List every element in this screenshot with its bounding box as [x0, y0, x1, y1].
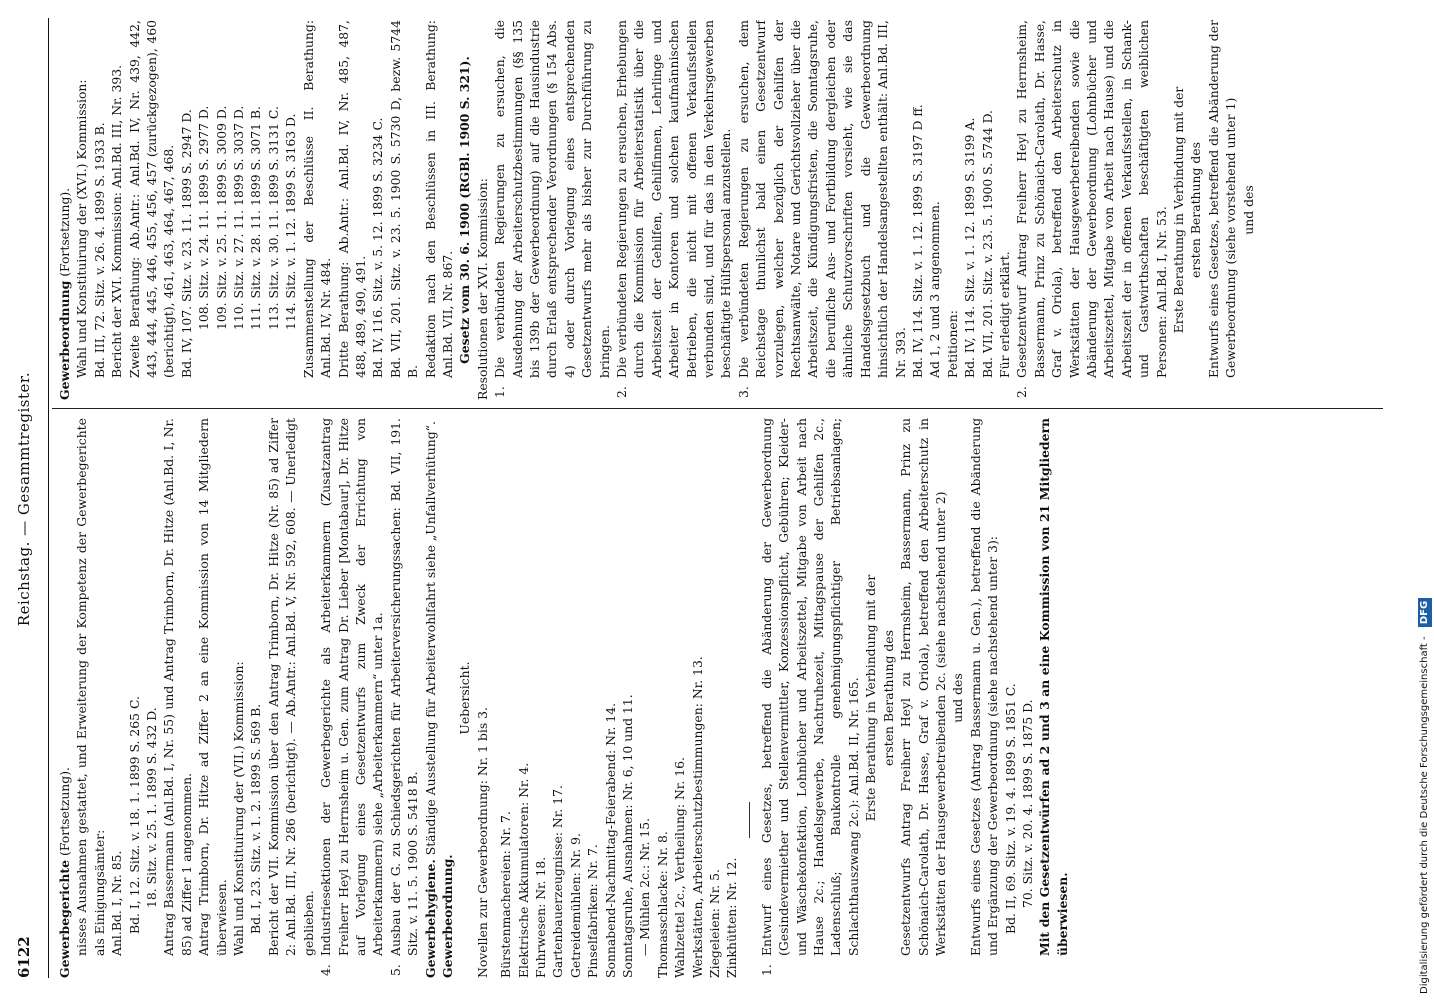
funding-text: Digitalisierung gefördert durch die Deutsche Forschungsgemeinschaft - — [1419, 636, 1430, 994]
entry-ref: 18. Sitz. v. 25. 1. 1899 S. 432 D. — [144, 707, 160, 908]
entry-heading: Gewerbeordnung. — [439, 854, 455, 978]
entry-ref: 111. Sitz. v. 28. 11. 1899 S. 3071 B. — [248, 106, 264, 330]
page-header — [16, 20, 42, 978]
numbered-item: 3. Die verbündeten Regierungen zu ersuchen, dem Reichstage thunlichst bald einen Gesetzentwurf vorzulegen, welcher bezüglich der Gehilfen der Rechtsanwälte, Notare und Gerichtsvollzieher über die Arbeitszeit, die Kündigungsfristen, die Sonntagsruhe, die berufliche Aus- und Fortbildung dergleichen oder ähnliche Schutzvorschriften vorsieht, wie sie das Handelsgesetzbuch und die Gewerbeordnung hinsichtlich der Handelsangestellten enthält: Anl.Bd. III, Nr. 393. — [735, 20, 908, 398]
entry-text: Gesetz vom 30. 6. 1900 (RGBl. 1900 S. 321). — [457, 56, 473, 364]
overview-line: Ziegeleien: Nr. 5. — [707, 869, 723, 978]
entry-text: Bericht der VII. Kommission über den Antrag Trimborn, Dr. Hitze (Nr. 85) ad Ziffer 2: Anl.Bd. III, Nr. 286 (berichtigt). — Ab.Antr.: Anl.Bd. V, Nr. 592, 608. — Unerledigt geblieben. — [265, 418, 316, 956]
entry-text: Entwurfs eines Gesetzes (Antrag Bassermann u. Gen.), betreffend die Abänderung und Ergänzung der Gewerbeordnung (siehe nachstehend unter 3): — [967, 418, 1001, 956]
entry-text: ersten Berathung des — [1188, 142, 1204, 279]
section-title: Uebersicht. — [457, 661, 473, 735]
entry-ref: Bd. I, 23. Sitz. v. 1. 2. 1899 S. 569 B. — [248, 703, 264, 934]
numbered-item: 4. Industriesektionen der Gewerbegerichte als Arbeiterkammern (Zusatzantrag Freiherr Heyl zu Herrnsheim u. Gen. zum Antrag Dr. Lieber [Montabaur], Dr. Hitze auf Vorlegung eines Gesetzentwurfs zum Zweck der Errichtung von Arbeiterkammern) siehe „Arbeiterkammern“ unter 1a. — [318, 418, 386, 976]
overview-line: Getreidemühlen: Nr. 9. — [567, 833, 583, 978]
entry-text: Resolutionen der XVI. Kommission: — [474, 178, 490, 400]
overview-line: Thomasschlacke: Nr. 8. — [654, 831, 670, 978]
entry-text: Mit den Gesetzentwürfen ad 2 und 3 an eine Kommission von 21 Mitgliedern überwiesen. — [1037, 418, 1070, 956]
entry-heading: Gewerbeordnung (Fortsetzung). — [57, 187, 72, 400]
numbered-item: 2. Gesetzentwurf Antrag Freiherr Heyl zu Herrnsheim, Bassermann, Prinz zu Schönaich-Carolath, Dr. Hasse, Graf v. Oriola), betreffend den Arbeiterschutz in Werkstätten der Hausgewerbetreibenden sowie die Abänderung der Gewerbeordnung (Lohnbücher und Arbeitszettel, Mitgabe von Arbeit nach Hause) und die Arbeitszeit der in offenen Verkaufsstellen, in Schank- und Gastwirthschaften beschäftigten weiblichen Personen: Anl.Bd. I, Nr. 53. — [1014, 20, 1169, 398]
overview-line: Sonntagsruhe, Ausnahmen: Nr. 6, 10 und 11. — [620, 694, 635, 978]
overview-line: Wahlzettel 2c., Vertheilung: Nr. 16. — [672, 757, 688, 978]
entry-text: Gesetzentwurfs Antrag Freiherr Heyl zu Herrnsheim, Bassermann, Prinz zu Schönaich-Carolath, Dr. Hasse, Graf v. Oriola), betreffend den Arbeiterschutz in Werkstätten der Hausgewerbetreibenden 2c. (siehe nachstehend unter 2) — [898, 418, 948, 956]
entry-heading: Gewerbehygiene. Ständige Ausstellung für Arbeiterwohlfahrt siehe „Unfallverhütung“. — [422, 421, 438, 978]
entry-ref: 108. Sitz. v. 24. 11. 1899 S. 2977 D. — [196, 105, 212, 330]
numbered-item: 5. Ausbau der G. zu Schiedsgerichten für Arbeiterversicherungssachen: Bd. VII, 191. Sitz. v. 11. 5. 1900 S. 5418 B. — [387, 418, 421, 976]
entry-ref: Bd. IV, 114. Sitz. v. 1. 12. 1899 S. 3197 D ff. — [909, 104, 925, 378]
entry-ref: 110. Sitz. v. 27. 11. 1899 S. 3037 D. — [231, 105, 247, 330]
entry-text: Zweite Berathung: Ab.Antr.: Anl.Bd. IV, Nr. 439, 442, 443, 444, 445, 446, 455, 456, 457 (zurückgezogen), 460 (berichtigt), 461, 463, 464, 467, 468. — [126, 20, 177, 378]
entry-ref: 113. Sitz. v. 30. 11. 1899 S. 3131 C. — [265, 106, 281, 330]
entry-text: Antrag Bassermann (Anl.Bd. I, Nr. 55) und Antrag Trimborn, Dr. Hitze (Anl.Bd. I, Nr. 85) ad Ziffer 1 angenommen. — [161, 418, 194, 956]
entry-ref: Bd. II, 69. Sitz. v. 19. 4. 1899 S. 1851 C. — [1002, 683, 1018, 934]
entry-text: Bericht der XVI. Kommission: Anl.Bd. III, Nr. 393. — [109, 64, 125, 378]
entry-text: nisses Ausnahmen gestattet, und Erweiterung der Kompetenz der Gewerbegerichte als Einigungsämter: — [74, 418, 107, 956]
entry-text: Entwurfs eines Gesetzes, betreffend die Abänderung der Gewerbeordnung (siehe vorstehend unter 1) — [1205, 20, 1239, 378]
entry-text: Petitionen: — [944, 310, 960, 378]
entry-text: Antrag Trimborn, Dr. Hitze ad Ziffer 2 an eine Kommission von 14 Mitgliedern überwiesen. — [196, 418, 229, 956]
entry-ref: Bd. VII, 201. Sitz. v. 23. 5. 1900 S. 5744 D. — [979, 109, 995, 378]
entry-ref: Bd. III, 72. Sitz. v. 26. 4. 1899 S. 1933 B. — [91, 122, 107, 378]
overview-line: Fuhrwesen: Nr. 18. — [532, 856, 548, 978]
entry-text: Wahl und Konstituirung der (XVI.) Kommission: — [74, 79, 90, 378]
overview-line: Pinselfabriken: Nr. 7. — [585, 844, 601, 978]
overview-line: Elektrische Akkumulatoren: Nr. 4. — [515, 762, 531, 978]
entry-ref: 70. Sitz. v. 20. 4. 1899 S. 1875 D. — [1019, 699, 1035, 908]
entry-text: Redaktion nach den Beschlüssen in III. Berathung: Anl.Bd. VII, Nr. 867. — [422, 20, 455, 378]
header-rule — [48, 18, 49, 978]
entry-text: Wahl und Konstituirung der (VII.) Kommission: — [231, 661, 247, 956]
overview-line: Zinkhütten: Nr. 12. — [724, 857, 740, 978]
numbered-item: 1. Entwurf eines Gesetzes, betreffend die Abänderung der Gewerbeordnung (Gesindevermiether und Stellenvermittler, Konzessionspflicht, Gebühren; Kleider- und Wäschekonfektion, Lohnbücher und Arbeitszettel, Mitgabe von Arbeit nach Hause 2c.; Handelsgewerbe, Nachtruhezeit, Mittagspause der Gehilfen 2c., Ladenschluß; Baukontrolle genehmigungspflichtiger Betriebsanlagen; Schlachthauszwang 2c.): Anl.Bd. II, Nr. 165. — [758, 418, 861, 976]
entry-text: Zusammenstellung der Beschlüsse II. Berathung: Anl.Bd. IV, Nr. 484. — [300, 20, 334, 378]
entry-text: Dritte Berathung: Ab.Antr.: Anl.Bd. IV, Nr. 485, 487, 488, 489, 490, 491. — [335, 20, 368, 378]
entry-ref: Bd. IV, 114. Sitz. v. 1. 12. 1899 S. 3199 A. — [962, 117, 978, 378]
digitization-note — [1418, 6, 1432, 994]
left-column — [56, 418, 1385, 978]
overview-line: — Mühlen 2c.: Nr. 15. — [637, 817, 653, 956]
dfg-logo: DFG — [1418, 598, 1432, 627]
entry-text: Erste Berathung in Verbindung mit der — [863, 574, 879, 822]
entry-ref: Bd. IV, 116. Sitz. v. 5. 12. 1899 S. 3234 C. — [370, 117, 386, 378]
separator — [749, 802, 750, 838]
entry-text: ersten Berathung des — [880, 630, 896, 767]
numbered-item: 1. Die verbündeten Regierungen zu ersuchen, die Ausdehnung der Arbeiterschutzbestimmungen (§§ 135 bis 139b der Gewerbeordnung) auf die Hausindustrie durch Erlaß entsprechender Verordnungen (§ 154 Abs. 4) oder durch Vorlegung eines entsprechenden Gesetzentwurfs mehr als bisher zur Durchführung zu bringen. — [492, 20, 612, 398]
entry-text: Erste Berathung in Verbindung mit der — [1171, 86, 1186, 334]
entry-ref: 114. Sitz. v. 1. 12. 1899 S. 3163 D. — [283, 113, 299, 330]
entry-ref: Anl.Bd. I, Nr. 85. — [109, 850, 125, 956]
numbered-item: 2. Die verbündeten Regierungen zu ersuchen, Erhebungen durch die Kommission für Arbeiterstatistik über die Arbeitszeit der Gehilfen, Gehilfinnen, Lehrlinge und Arbeiter in Kontoren und solchen kaufmännischen Betrieben, die nicht mit offenen Verkaufsstellen verbunden sind, und für das in den Verkehrsgewerben beschäftigte Hülfspersonal anzustellen. — [614, 20, 734, 398]
entry-text: und des — [950, 673, 966, 723]
overview-line: Werkstätten, Arbeiterschutzbestimmungen: Nr. 13. — [689, 656, 705, 978]
overview-line: Novellen zur Gewerbeordnung: Nr. 1 bis 3. — [474, 707, 490, 978]
overview-line: Sonnabend-Nachmittag-Feierabend: Nr. 14. — [602, 702, 618, 978]
entry-ref: Bd. IV, 107. Sitz. v. 23. 11. 1899 S. 2947 D. — [178, 109, 194, 378]
overview-line: Bürstenmachereien: Nr. 7. — [498, 811, 514, 978]
entry-text: und des — [1240, 185, 1256, 235]
entry-ref: 109. Sitz. v. 25. 11. 1899 S. 3009 D. — [213, 105, 229, 330]
entry-ref: Bd. I, 12. Sitz. v. 18. 1. 1899 S. 265 C. — [126, 696, 142, 934]
entry-heading: Gewerbegerichte (Fortsetzung). — [57, 767, 72, 978]
entry-text: Für erledigt erklärt. — [996, 251, 1012, 378]
entry-text: Ad 1, 2 und 3 angenommen. — [927, 201, 943, 378]
column-divider — [52, 408, 1383, 409]
overview-line: Gartenbauerzeugnisse: Nr. 17. — [550, 785, 566, 978]
page-number: 6122 — [15, 936, 33, 978]
entry-ref: Bd. VII, 201. Sitz. v. 23. 5. 1900 S. 5730 D, bezw. 5744 B. — [387, 20, 421, 378]
running-title: Reichstag. — Gesammtregister. — [15, 371, 33, 627]
right-column — [56, 20, 1385, 400]
